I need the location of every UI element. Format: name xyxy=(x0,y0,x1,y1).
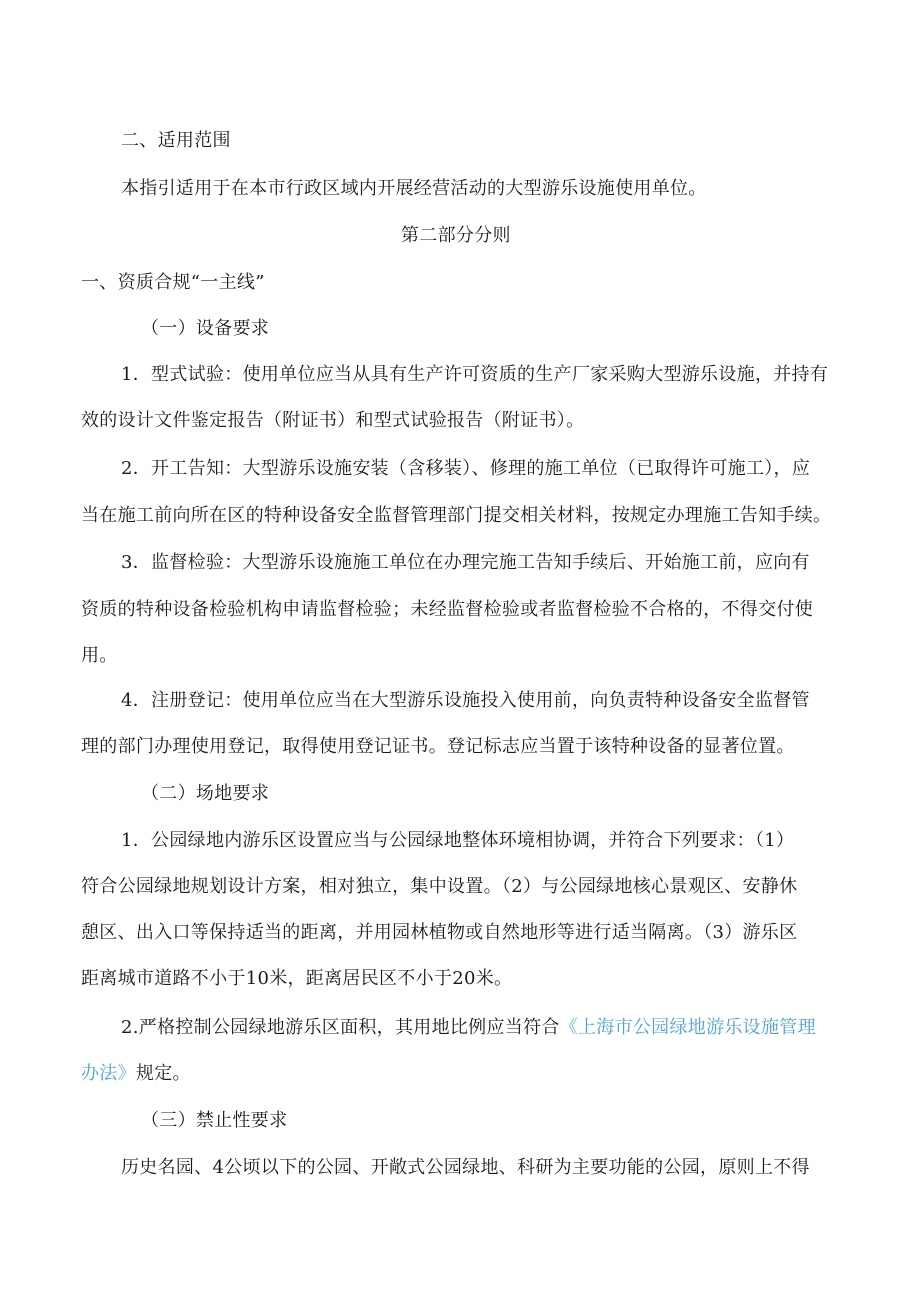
sub-prohibit-heading: （三）禁止性要求 xyxy=(141,1110,288,1131)
equip-item1-line2: 效的设计文件鉴定报告（附证书）和型式试验报告（附证书）。 xyxy=(81,410,585,431)
site-item1-line1: 1．公园绿地内游乐区设置应当与公园绿地整体环境相协调，并符合下列要求：（1） xyxy=(121,830,795,851)
regulation-link-continued[interactable]: 办法》 xyxy=(81,1063,136,1084)
section-scope-body: 本指引适用于在本市行政区域内开展经营活动的大型游乐设施使用单位。 xyxy=(121,178,707,199)
site-item2-text: 2.严格控制公园绿地游乐区面积，其用地比例应当符合 xyxy=(121,1017,560,1038)
part-title: 第二部分分则 xyxy=(401,225,511,246)
site-item2-line1 xyxy=(121,1017,816,1039)
equip-item2-line2: 当在施工前向所在区的特种设备安全监督管理部门提交相关材料，按规定办理施工告知手续。 xyxy=(81,505,832,526)
section-compliance-heading: 一、资质合规“一主线” xyxy=(81,272,265,293)
site-item1-line2: 符合公园绿地规划设计方案，相对独立，集中设置。（2）与公园绿地核心景观区、安静休 xyxy=(81,876,798,897)
section-scope-heading: 二、适用范围 xyxy=(121,130,231,151)
equip-item4-line1: 4．注册登记：使用单位应当在大型游乐设施投入使用前，向负责特种设备安全监督管 xyxy=(121,690,810,711)
equip-item3-line1: 3．监督检验：大型游乐设施施工单位在办理完施工告知手续后、开始施工前，应向有 xyxy=(121,552,810,573)
sub-equipment-heading: （一）设备要求 xyxy=(141,318,270,339)
sub-site-heading: （二）场地要求 xyxy=(141,783,270,804)
equip-item3-line2: 资质的特种设备检验机构申请监督检验；未经监督检验或者监督检验不合格的，不得交付使 xyxy=(81,599,813,620)
site-item2-suffix: 规定。 xyxy=(135,1063,191,1084)
prohibit-line1: 历史名园、4公顷以下的公园、开敞式公园绿地、科研为主要功能的公园，原则上不得 xyxy=(121,1157,810,1178)
equip-item2-line1: 2．开工告知：大型游乐设施安装（含移装）、修理的施工单位（已取得许可施工），应 xyxy=(121,458,811,479)
site-item2-line2 xyxy=(81,1063,191,1085)
site-item1-line3: 憩区、出入口等保持适当的距离，并用园林植物或自然地形等进行适当隔离。（3）游乐区 xyxy=(81,922,798,943)
regulation-link[interactable]: 《上海市公园绿地游乐设施管理 xyxy=(559,1017,816,1038)
equip-item3-line3: 用。 xyxy=(81,645,118,666)
site-item1-line4: 距离城市道路不小于10米，距离居民区不小于20米。 xyxy=(81,968,513,989)
equip-item1-line1: 1．型式试验：使用单位应当从具有生产许可资质的生产厂家采购大型游乐设施，并持有 xyxy=(121,364,829,385)
equip-item4-line2: 理的部门办理使用登记，取得使用登记证书。登记标志应当置于该特种设备的显著位置。 xyxy=(81,736,795,757)
